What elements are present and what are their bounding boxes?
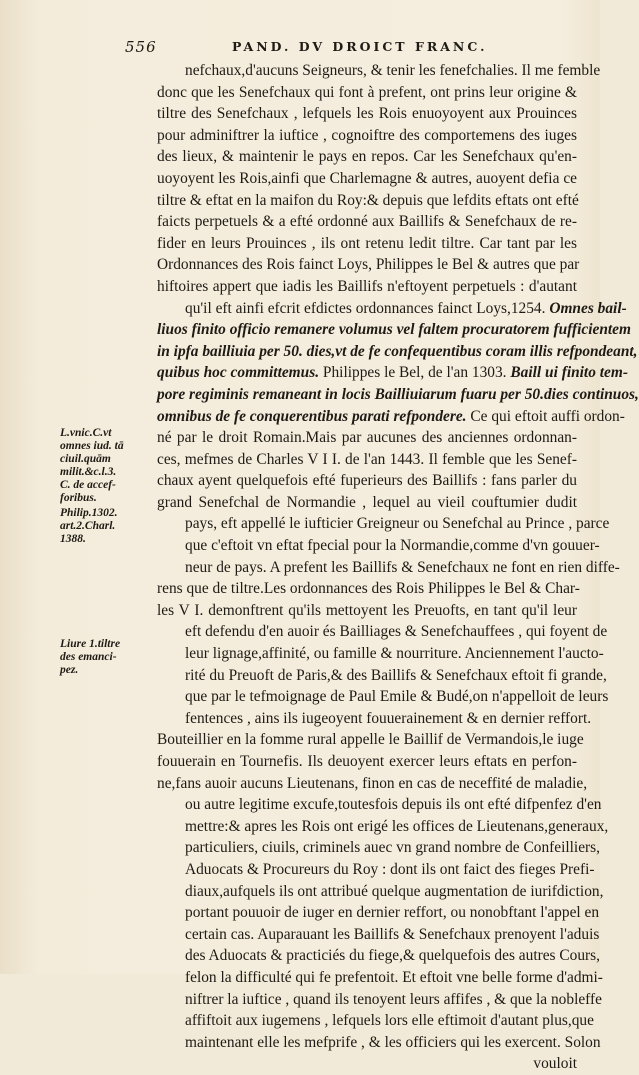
line-text: qu'il eft ainfi efcrit efdictes ordonnances fainct Loys,1254. bbox=[185, 299, 546, 317]
text-line bbox=[157, 341, 638, 363]
text-line bbox=[157, 967, 603, 989]
line-text: donc que les Senefchaux qui font à prefent, ont prins leur origine & bbox=[157, 83, 577, 101]
line-text: maintenant elle les mefprife , & les officiers qui les exercent. Solon bbox=[185, 1033, 601, 1051]
text-line bbox=[157, 470, 577, 492]
text-line bbox=[157, 600, 577, 622]
text-line bbox=[157, 427, 577, 449]
text-line bbox=[157, 492, 577, 514]
line-text: tiltre & eftat en la maifon du Roy:& depuis que lefdits eftats ont efté bbox=[157, 191, 579, 209]
text-line bbox=[157, 190, 577, 212]
text-line bbox=[157, 751, 577, 773]
line-text: rité du Preuoft de Paris,& des Baillifs & Senefchaux eftoit fi grande, bbox=[185, 666, 607, 684]
latin-quote: pore regiminis remaneant in locis Bailliuiarum fuaru per 50.dies continuos, bbox=[157, 385, 639, 403]
margin-note-line: pez. bbox=[60, 664, 79, 676]
main-text-column bbox=[157, 60, 639, 1075]
text-line bbox=[157, 362, 628, 384]
margin-note-legal-citation bbox=[60, 427, 156, 505]
margin-note-line: Philip.1302. bbox=[60, 507, 118, 519]
margin-note-line: Liure 1.tiltre bbox=[60, 638, 121, 650]
text-line bbox=[157, 945, 601, 967]
latin-quote: in ipfa bailliuia per 50. dies,vt de fe confequentibus coram illis refpondeant, bbox=[157, 342, 638, 360]
margin-note-line: foribus. bbox=[60, 492, 97, 504]
line-text: ou autre legitime excufe,toutesfois depuis ils ont efté difpenfez d'en bbox=[185, 796, 602, 814]
text-line bbox=[157, 298, 627, 320]
line-text: portant pouuoir de iuger en dernier reffort, ou nonobftant l'appel en bbox=[185, 904, 600, 922]
text-line bbox=[157, 557, 620, 579]
running-head: PAND. DV DROICT FRANC. bbox=[232, 39, 488, 54]
line-text: Aduocats & Procureurs du Roy : dont ils ont faict des fieges Prefi- bbox=[185, 860, 595, 878]
text-line bbox=[157, 233, 577, 255]
text-line bbox=[157, 82, 577, 104]
latin-quote: liuos finito officio remanere volumus vel faltem procuratorem fufficientem bbox=[157, 321, 631, 339]
line-text: pour adminiftrer la iuftice , cognoiftre des comportemens des iuges bbox=[157, 126, 577, 144]
line-text: affiftoit aux iugemens , lefquels lors elle eftimoit d'autant plus,que bbox=[185, 1012, 594, 1030]
line-text: hiftoires appert que iadis les Baillifs n'eftoyent perpetuels : d'autant bbox=[157, 277, 577, 295]
line-text: que c'eftoit vn eftat fpecial pour la Normandie,comme d'vn gouuer- bbox=[185, 537, 600, 555]
text-line bbox=[157, 881, 604, 903]
text-line bbox=[157, 578, 580, 600]
text-line bbox=[157, 729, 584, 751]
line-text: particuliers, ciuils, criminels auec vn grand nombre de Confeilliers, bbox=[185, 839, 600, 857]
line-text: rens que de tiltre.Les ordonnances des Rois Philippes le Bel & Char- bbox=[157, 580, 580, 598]
line-text: des lieux, & maintenir le pays en repos. Car les Senefchaux qu'en- bbox=[157, 148, 577, 166]
line-text: les V I. demonftrent qu'ils mettoyent les Preuofts, en tant qu'il leur bbox=[157, 601, 577, 619]
line-text: Ordonnances des Rois fainct Loys, Philippes le Bel & autres que par bbox=[157, 256, 580, 274]
line-text: né par le droit Romain.Mais par aucunes des anciennes ordonnan- bbox=[157, 429, 577, 447]
text-line bbox=[157, 254, 580, 276]
text-line bbox=[157, 708, 592, 730]
text-line bbox=[157, 535, 600, 557]
text-line bbox=[157, 1053, 577, 1075]
line-text: neur de pays. A prefent les Baillifs & Senefchaux ne font en rien diffe- bbox=[185, 558, 620, 576]
margin-note-line: C. de accef- bbox=[60, 479, 116, 491]
text-line bbox=[157, 902, 600, 924]
margin-note-line: 1388. bbox=[60, 533, 86, 545]
text-line bbox=[157, 1010, 594, 1032]
line-text: que par le tefmoignage de Paul Emile & Budé,on n'appelloit de leurs bbox=[185, 688, 609, 706]
text-line bbox=[157, 816, 609, 838]
text-line bbox=[157, 60, 601, 82]
text-line bbox=[157, 125, 577, 147]
line-text: fentences , ains ils iugeoyent fouuerainement & en dernier reffort. bbox=[185, 709, 592, 727]
latin-quote: Omnes bail- bbox=[549, 299, 627, 317]
line-text: vouloit bbox=[533, 1055, 577, 1073]
text-line bbox=[157, 168, 577, 190]
line-text: tiltre des Senefchaux , lefquels les Rois enuoyoyent aux Prouinces bbox=[157, 105, 577, 123]
line-text: Ce qui eftoit auffi ordon- bbox=[470, 407, 625, 425]
text-line bbox=[157, 794, 602, 816]
text-line bbox=[157, 924, 600, 946]
margin-note-line: ciuil.quām bbox=[60, 453, 111, 465]
line-text: faicts perpetuels & a efté ordonné aux Baillifs & Senefchaux de re- bbox=[157, 213, 577, 231]
text-line bbox=[157, 513, 610, 535]
line-text: Philippes le Bel, de l'an 1303. bbox=[322, 364, 507, 382]
line-text: fider en leurs Prouinces , ils ont retenu ledit tiltre. Car tant par les bbox=[157, 234, 577, 252]
line-text: mettre:& apres les Rois ont erigé les offices de Lieutenans,generaux, bbox=[185, 817, 609, 835]
text-line bbox=[157, 989, 602, 1011]
text-line bbox=[157, 449, 577, 471]
line-text: niftrer la iuftice , quand ils tenoyent leurs affifes , & que la nobleffe bbox=[185, 990, 602, 1008]
page-number: 556 bbox=[125, 38, 157, 56]
text-line bbox=[157, 103, 577, 125]
text-line bbox=[157, 621, 608, 643]
margin-note-line: des emanci- bbox=[60, 651, 117, 663]
line-text: grand Senefchal de Normandie , lequel au vieil couftumier dudit bbox=[157, 493, 577, 511]
text-line bbox=[157, 211, 577, 233]
line-text: felon la difficulté qui fe prefentoit. Et eftoit vne belle forme d'admi- bbox=[185, 968, 603, 986]
margin-note-book-reference bbox=[60, 638, 156, 677]
text-line bbox=[157, 837, 600, 859]
line-text: eft defendu d'en auoir és Bailliages & Senefchauffees , qui foyent de bbox=[185, 623, 608, 641]
latin-quote: omnibus de fe conquerentibus parati refpondere. bbox=[157, 407, 467, 425]
text-line bbox=[157, 773, 588, 795]
line-text: chaux ayent quelquefois efté fuperieurs des Baillifs : fans parler du bbox=[157, 472, 577, 490]
margin-note-line: milit.&c.l.3. bbox=[60, 466, 117, 478]
line-text: ces, mefmes de Charles V I I. de l'an 1443. Il femble que les Senef- bbox=[157, 450, 577, 468]
text-line bbox=[157, 319, 631, 341]
line-text: des Aduocats & practiciés du fiege,& quelquefois des autres Cours, bbox=[185, 947, 601, 965]
text-line bbox=[157, 859, 595, 881]
text-line bbox=[157, 665, 607, 687]
line-text: uoyoyent les Rois,ainfi que Charlemagne & autres, auoyent defia ce bbox=[157, 169, 577, 187]
line-text: leur lignage,affinité, ou famille & nourriture. Anciennement l'aucto- bbox=[185, 645, 604, 663]
line-text: ne,fans auoir aucuns Lieutenans, finon en cas de neceffité de maladie, bbox=[157, 774, 588, 792]
line-text: diaux,aufquels ils ont attribué quelque augmentation de iurifdiction, bbox=[185, 882, 604, 900]
text-line bbox=[157, 384, 639, 406]
page-header bbox=[0, 38, 600, 58]
margin-note-line: omnes iud. tā bbox=[60, 440, 124, 452]
margin-note-ordinance-citation bbox=[60, 507, 156, 546]
margin-note-line: art.2.Charl. bbox=[60, 520, 116, 532]
line-text: certain cas. Auparauant les Baillifs & Senefchaux prenoyent l'aduis bbox=[185, 925, 600, 943]
latin-quote: Baill ui finito tem- bbox=[510, 364, 628, 382]
margin-note-line: L.vnic.C.vt bbox=[60, 427, 112, 439]
text-line bbox=[157, 406, 625, 428]
text-line bbox=[157, 276, 577, 298]
line-text: fouuerain en Tournefis. Ils deuoyent exercer leurs eftats en perfon- bbox=[157, 753, 577, 770]
text-line bbox=[157, 146, 577, 168]
text-line bbox=[157, 686, 609, 708]
latin-quote: quibus hoc committemus. bbox=[157, 364, 320, 382]
line-text: nefchaux,d'aucuns Seigneurs, & tenir les fenefchalies. Il me femble bbox=[185, 62, 601, 79]
text-line bbox=[157, 643, 604, 665]
line-text: pays, eft appellé le iufticier Greigneur ou Senefchal au Prince , parce bbox=[185, 515, 610, 533]
text-line bbox=[157, 1032, 601, 1054]
line-text: Bouteillier en la fomme rural appelle le Baillif de Vermandois,le iuge bbox=[157, 731, 584, 749]
